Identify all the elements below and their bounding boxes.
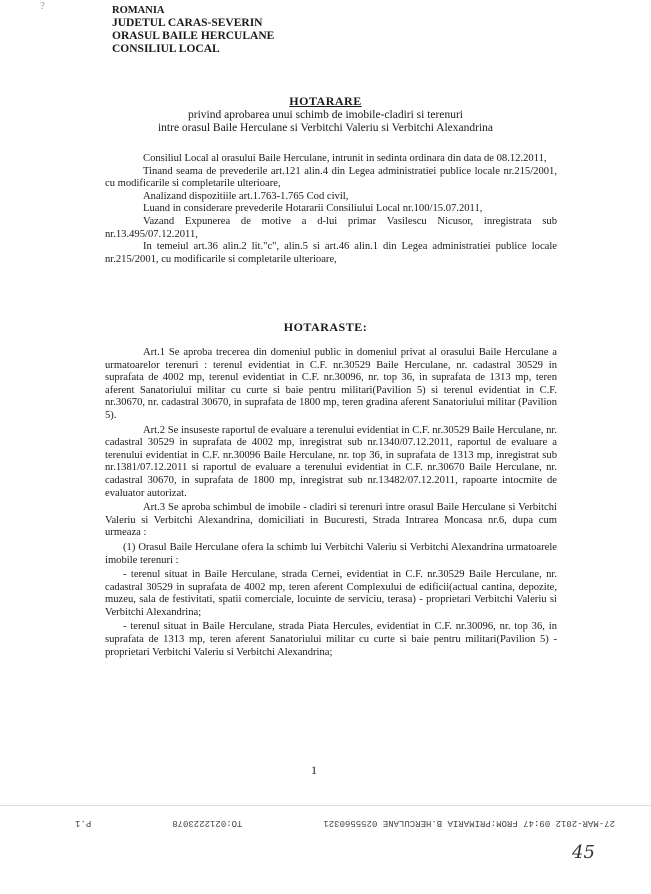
header-country: ROMANIA <box>112 5 165 16</box>
articles <box>105 347 557 661</box>
article-3-item-b: - terenul situat in Baile Herculane, strada Piata Hercules, evidentiat in C.F. nr.30096, nr. top 36, in suprafata de 1313 mp, teren aferent Sanatoriului militar cu curte si baie pentru militari(Pavilion 5) - proprietari Verbitchi Valeriu si Verbitchi Alexandrina; <box>105 621 557 658</box>
preamble-paragraph: Luand in considerare prevederile Hotararii Consiliului Local nr.100/15.07.2011, <box>143 203 483 215</box>
header-county: JUDETUL CARAS-SEVERIN <box>112 17 263 29</box>
decision-heading: HOTARASTE: <box>283 320 368 334</box>
preamble-paragraph: Tinand seama de prevederile art.121 alin.4 din Legea administratiei publice locale nr.215/2001, cu modificarile si completarile ulterioare, <box>105 165 557 190</box>
fax-transmission-line <box>75 818 615 828</box>
handwritten-page-number: 45 <box>572 842 595 863</box>
header-town: ORASUL BAILE HERCULANE <box>112 30 275 42</box>
scan-divider <box>0 805 651 806</box>
article-2: Art.2 Se insuseste raportul de evaluare a terenului evidentiat in C.F. nr.30529 Baile Herculane, nr. cadastral 30529 in suprafata de 4002 mp, inregistrat sub nr.1340/07.12.2011, raportul de evaluare a terenului evidentiat in C.F. nr.30096 Baile Herculane, nr. top 36, in suprafata de 1313 mp, inregistrat sub nr.1381/07.12.2011 si raportul de evaluare a terenului evidentiat in C.F. nr.30670 Baile Herculane, nr. cadastral 30670, in suprafata de 1800 mp, inregistrat sub nr.13482/07.12.2011, rapoarte intocmite de evaluator autorizat. <box>105 424 557 499</box>
preamble-paragraph: Consiliul Local al orasului Baile Herculane, intrunit in sedinta ordinara din data de 08.12.2011, <box>143 153 547 164</box>
document-subtitle-line1: privind aprobarea unui schimb de imobile-cladiri si terenuri <box>188 109 463 121</box>
article-3-paragraph-1: (1) Orasul Baile Herculane ofera la schimb lui Verbitchi Valeriu si Verbitchi Alexandrina urmatoarele imobile terenuri : <box>105 541 557 566</box>
fax-page: P.1 <box>75 818 92 828</box>
preamble <box>105 153 557 266</box>
fax-recipient: TO:0212223078 <box>172 818 243 828</box>
corner-mark: ? <box>40 0 45 12</box>
preamble-paragraph: Analizand dispozitiile art.1.763-1.765 Cod civil, <box>143 190 349 202</box>
document-title: HOTARARE <box>289 94 362 108</box>
preamble-paragraph: In temeiul art.36 alin.2 lit."c", alin.5 si art.46 alin.1 din Legea administratiei publice locale nr.215/2001, cu modificarile si completarile ulterioare, <box>105 241 557 265</box>
preamble-paragraph: Vazand Expunerea de motive a d-lui primar Vasilescu Nicusor, inregistrata sub nr.13.495/07.12.2011, <box>105 215 557 240</box>
article-3-item-a: - terenul situat in Baile Herculane, strada Cernei, evidentiat in C.F. nr.30529 Baile Herculane, nr. cadastral 30529 in suprafata de 4002 mp, teren aferent Complexului de edificii(actual cantina, depozite, muzeu, sala de festivitati, spatii comerciale, locuinte de serviciu, terasa) - proprietari Verbitchi Valeriu si Verbitchi Alexandrina; <box>105 569 557 618</box>
article-3: Art.3 Se aproba schimbul de imobile - cladiri si terenuri intre orasul Baile Herculane si Verbitchi Valeriu si Verbitchi Alexandrina, domiciliati in Bucuresti, Strada Intrarea Moncasa nr.6, dupa cum urmeaza : <box>105 502 557 539</box>
article-1: Art.1 Se aproba trecerea din domeniul public in domeniul privat al orasului Baile Herculane a urmatoarelor terenuri : terenul evidentiat in C.F. nr.30529 Baile Herculane, nr. cadastral 30529 in suprafata de 4002 mp, terenul evidentiat in C.F. nr.30096, nr. top 36, in suprafata de 1313 mp, teren aferent Sanatoriului militar cu curte si baie pentru militari(Pavilion 5) si terenul evidentiat in C.F. nr.30670, nr. cadastral 30670, in suprafata de 1800 mp, teren gradina aferent Sanatoriului militar (Pavilion 5). <box>105 347 557 421</box>
document-subtitle-line2: intre orasul Baile Herculane si Verbitchi Valeriu si Verbitchi Alexandrina <box>157 122 493 134</box>
fax-sender: 27-MAR-2012 09:47 FROM:PRIMARIA B.HERCULANE 0255560321 <box>323 818 615 828</box>
page-number: 1 <box>311 763 317 777</box>
issuer-header <box>112 4 274 56</box>
header-council: CONSILIUL LOCAL <box>112 43 220 55</box>
